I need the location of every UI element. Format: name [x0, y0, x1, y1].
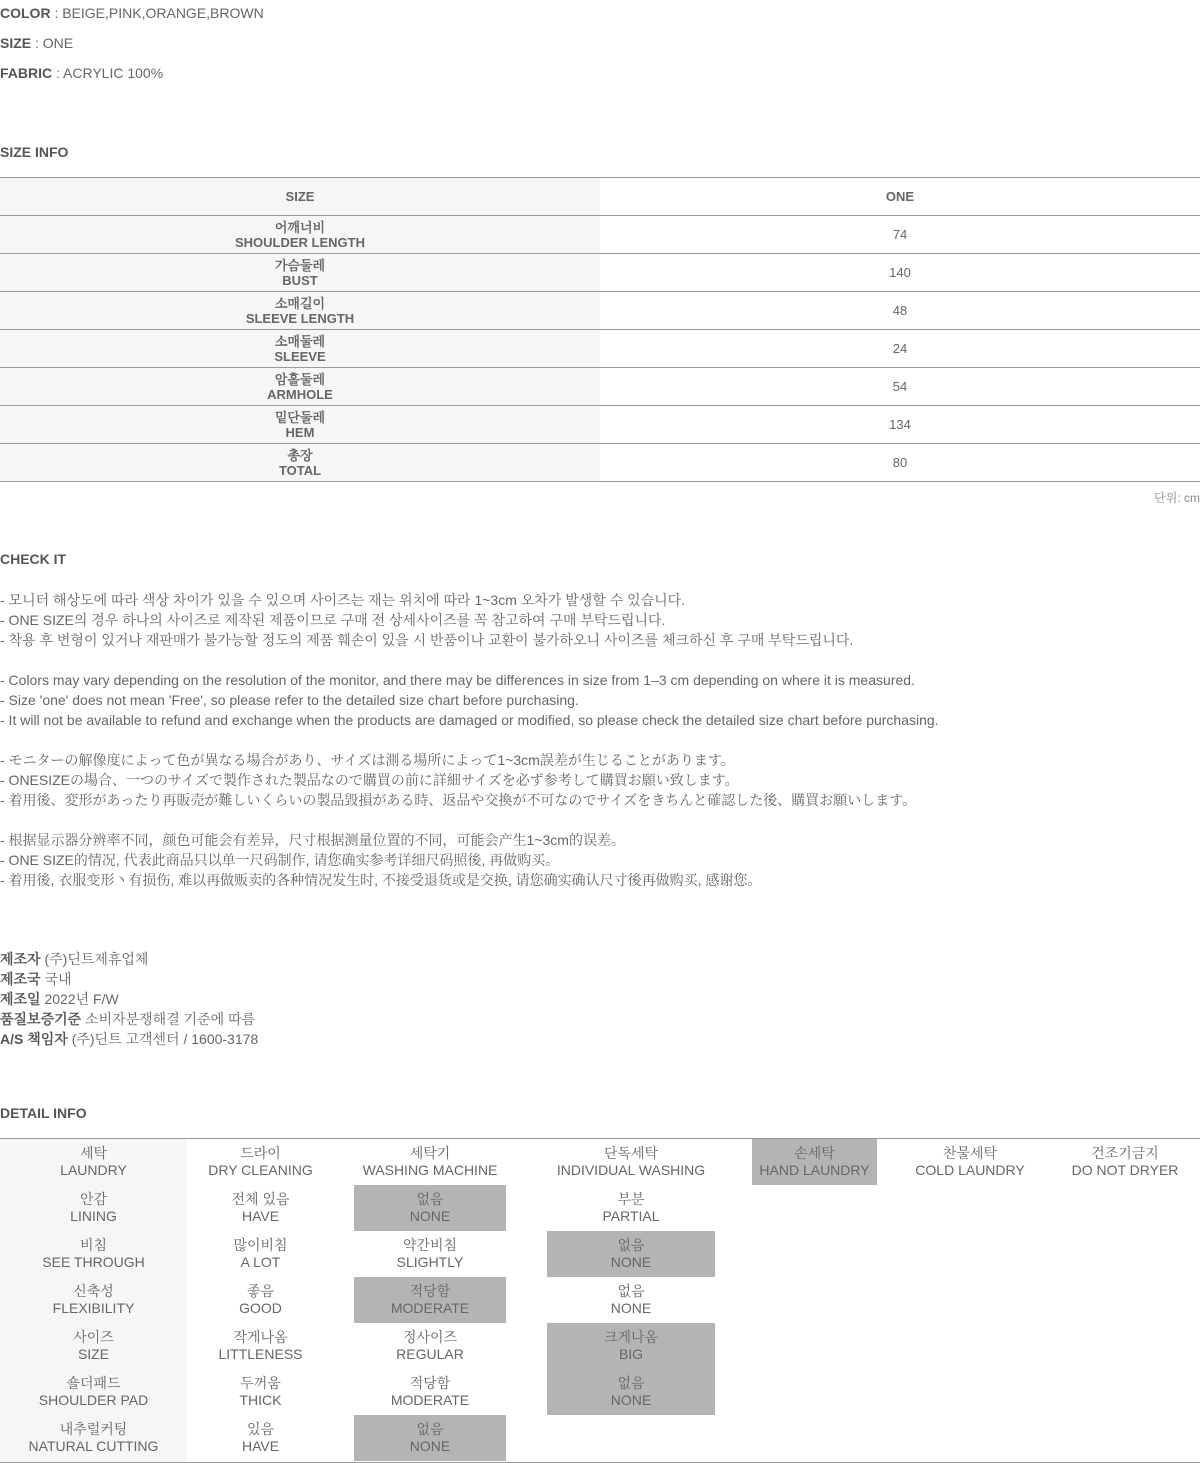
table-row	[0, 292, 1200, 330]
note-ja-1: - モニターの解像度によって色が異なる場合があり、サイズは測る場所によって1~3cm誤差が生じることがあります。	[0, 752, 735, 768]
detail-option-ko: 좋음	[246, 1283, 275, 1299]
size-row-label-en: HEM	[285, 424, 315, 440]
detail-option-en: REGULAR	[396, 1346, 464, 1362]
detail-option-en: GOOD	[239, 1300, 282, 1316]
detail-option	[354, 1369, 506, 1415]
detail-grid	[0, 1138, 1200, 1463]
country-label: 제조국	[0, 971, 41, 987]
spec-color-label: COLOR	[0, 5, 51, 21]
detail-row-label-ko: 세탁	[79, 1145, 108, 1161]
detail-option-en: PARTIAL	[602, 1208, 660, 1224]
detail-row-label-en: NATURAL CUTTING	[28, 1438, 159, 1454]
detail-option-ko: 약간비침	[402, 1237, 458, 1253]
size-row-label-ko: 총장	[287, 447, 313, 463]
as-line	[0, 1029, 258, 1049]
detail-option-ko: 부분	[617, 1191, 645, 1207]
size-row-value: 74	[892, 227, 908, 242]
size-row-label-ko: 소매둘레	[274, 333, 326, 349]
detail-row-label-ko: 내추럴커팅	[59, 1421, 128, 1437]
detail-option-en: SLIGHTLY	[396, 1254, 464, 1270]
detail-option-ko: 많이비침	[233, 1237, 288, 1253]
detail-option-en: MODERATE	[390, 1392, 470, 1408]
detail-option-selected	[547, 1323, 715, 1369]
note-ja-2: - ONESIZEの場合、一つのサイズで製作された製品なので購買の前に詳細サイズを必ず参考して購買お願い致します。	[0, 772, 739, 788]
detail-row-label-ko: 안감	[79, 1191, 108, 1207]
note-ko-1: - 모니터 해상도에 따라 색상 차이가 있을 수 있으며 사이즈는 재는 위치에 따라 1~3cm 오차가 발생할 수 있습니다.	[0, 592, 686, 608]
size-header-label: SIZE	[0, 178, 600, 215]
detail-option-selected-en: HAND LAUNDRY	[759, 1162, 870, 1178]
detail-option-en: A LOT	[240, 1254, 281, 1270]
detail-option-selected	[547, 1231, 715, 1277]
detail-option-ko: 정사이즈	[402, 1329, 458, 1345]
table-row	[0, 254, 1200, 292]
note-en-2: - Size 'one' does not mean 'Free', so please refer to the detailed size chart before purchasing.	[0, 692, 579, 708]
detail-option	[547, 1185, 715, 1231]
size-row-label-ko: 어깨너비	[274, 219, 326, 235]
detail-option-ko: 찬물세탁	[942, 1145, 998, 1161]
manufacturer-info	[0, 949, 258, 1049]
size-row-value: 80	[892, 455, 908, 470]
detail-option-ko: 있음	[246, 1421, 275, 1437]
detail-option-selected	[354, 1185, 506, 1231]
detail-option	[547, 1139, 715, 1185]
date-value: 2022년 F/W	[40, 991, 119, 1007]
detail-option-selected	[547, 1369, 715, 1415]
note-ko-3: - 착용 후 변형이 있거나 재판매가 불가능할 정도의 제품 훼손이 있을 시 반품이나 교환이 불가하오니 사이즈를 체크하신 후 구매 부탁드립니다.	[0, 632, 854, 648]
spec-fabric-label: FABRIC	[0, 65, 53, 81]
size-info-title: SIZE INFO	[0, 144, 69, 160]
warranty-line	[0, 1009, 258, 1029]
detail-option-selected-en: NONE	[409, 1208, 451, 1224]
detail-option-en: DO NOT DRYER	[1071, 1162, 1179, 1178]
detail-row-label-ko: 신축성	[73, 1283, 114, 1299]
detail-option-selected-ko: 없음	[416, 1421, 444, 1437]
detail-option-ko: 없음	[617, 1283, 645, 1299]
detail-row-label	[0, 1277, 187, 1323]
size-row-value: 48	[892, 303, 908, 318]
detail-option-selected-ko: 없음	[617, 1375, 645, 1391]
detail-info-title: DETAIL INFO	[0, 1105, 87, 1121]
detail-option	[547, 1277, 715, 1323]
detail-option-selected-ko: 손세탁	[794, 1145, 835, 1161]
as-value: (주)딘트 고객센터 / 1600-3178	[67, 1031, 259, 1047]
detail-option-selected-ko: 없음	[617, 1237, 645, 1253]
detail-row-label	[0, 1415, 187, 1461]
note-en-3: - It will not be available to refund and exchange when the products are damaged or modified, so please check the detailed size chart before purchasing.	[0, 712, 939, 728]
detail-option	[187, 1415, 334, 1461]
detail-option-selected-en: MODERATE	[390, 1300, 470, 1316]
detail-option	[187, 1323, 334, 1369]
detail-option-ko: 건조기금지	[1091, 1145, 1159, 1161]
size-row-label-en: ARMHOLE	[267, 386, 333, 402]
check-it-notes	[0, 590, 1200, 890]
detail-option-selected	[752, 1139, 877, 1185]
note-ko-2: - ONE SIZE의 경우 하나의 사이즈로 제작된 제품이므로 구매 전 상세사이즈를 꼭 참고하여 구매 부탁드립니다.	[0, 612, 666, 628]
table-row	[0, 216, 1200, 254]
detail-option	[187, 1369, 334, 1415]
detail-option-ko: 단독세탁	[603, 1145, 659, 1161]
size-row-label	[0, 216, 600, 253]
detail-option	[1050, 1139, 1200, 1185]
spec-size-label: SIZE	[0, 35, 32, 51]
size-table-header	[0, 178, 1200, 216]
detail-option-ko: 적당함	[409, 1375, 451, 1391]
manufacturer-label: 제조자	[0, 951, 41, 967]
detail-row-label	[0, 1185, 187, 1231]
detail-option-selected-ko: 적당함	[409, 1283, 451, 1299]
detail-row-label	[0, 1369, 187, 1415]
date-label: 제조일	[0, 991, 41, 1007]
size-row-label	[0, 444, 600, 481]
spec-size	[0, 34, 73, 52]
table-row	[0, 444, 1200, 482]
detail-option-en: NONE	[610, 1300, 652, 1316]
detail-row-label-ko: 비침	[79, 1237, 108, 1253]
detail-option-selected-ko: 크게나옴	[603, 1329, 659, 1345]
detail-option-en: INDIVIDUAL WASHING	[556, 1162, 706, 1178]
spec-fabric	[0, 64, 163, 82]
detail-option-ko: 전체 있음	[231, 1191, 290, 1207]
size-row-label-en: TOTAL	[278, 462, 322, 478]
detail-row-label-en: SEE THROUGH	[42, 1254, 145, 1270]
detail-option-en: WASHING MACHINE	[362, 1162, 498, 1178]
size-header-value: ONE	[885, 189, 915, 204]
detail-option-en: DRY CLEANING	[208, 1162, 313, 1178]
size-row-label-ko: 암홀둘레	[274, 371, 326, 387]
note-zh-2: - ONE SIZE的情况, 代表此商品只以单一尺码制作, 请您确实参考详细尺码照後, 再做购买。	[0, 852, 560, 868]
country-line	[0, 969, 258, 989]
as-label: A/S 책임자	[0, 1031, 68, 1047]
detail-option	[187, 1185, 334, 1231]
detail-option-en: HAVE	[241, 1208, 280, 1224]
note-zh-1: - 根据显示器分辨率不同，颜色可能会有差异，尺寸根据测量位置的不同，可能会产生1~3cm的误差。	[0, 832, 625, 848]
detail-option-selected-en: NONE	[610, 1254, 652, 1270]
warranty-value: 소비자분쟁해결 기준에 따름	[81, 1011, 256, 1027]
spec-color-value: : BEIGE,PINK,ORANGE,BROWN	[50, 5, 264, 21]
size-row-label-en: SLEEVE	[274, 348, 326, 364]
detail-option-en: LITTLENESS	[218, 1346, 303, 1362]
detail-row-label-en: LAUNDRY	[60, 1162, 127, 1178]
spec-color	[0, 4, 264, 22]
size-row-label-ko: 밑단둘레	[274, 409, 326, 425]
note-en-1: - Colors may vary depending on the resolution of the monitor, and there may be differences in size from 1–3 cm depending on where it is measured.	[0, 672, 915, 688]
detail-row-label	[0, 1231, 187, 1277]
size-row-label-en: SHOULDER LENGTH	[235, 234, 365, 250]
size-table	[0, 177, 1200, 482]
detail-row-label-en: LINING	[70, 1208, 117, 1224]
check-it-title: CHECK IT	[0, 551, 67, 567]
manufacturer-line	[0, 949, 258, 969]
size-row-label	[0, 368, 600, 405]
detail-option-selected-en: NONE	[409, 1438, 451, 1454]
detail-option-en: HAVE	[241, 1438, 280, 1454]
detail-option	[187, 1277, 334, 1323]
detail-option	[187, 1231, 334, 1277]
size-row-label	[0, 406, 600, 443]
date-line	[0, 989, 258, 1009]
detail-row-label-en: SIZE	[77, 1346, 110, 1362]
table-row	[0, 406, 1200, 444]
size-row-value: 140	[889, 265, 911, 280]
detail-option-ko: 작게나옴	[233, 1329, 288, 1345]
detail-row-label-en: SHOULDER PAD	[38, 1392, 149, 1408]
detail-option-en: THICK	[239, 1392, 282, 1408]
detail-option-ko: 드라이	[240, 1145, 281, 1161]
size-row-value: 54	[892, 379, 908, 394]
detail-option	[354, 1139, 506, 1185]
warranty-label: 품질보증기준	[0, 1011, 82, 1027]
size-row-label	[0, 292, 600, 329]
detail-row-label-en: FLEXIBILITY	[52, 1300, 135, 1316]
size-row-value: 134	[889, 417, 911, 432]
detail-row-label	[0, 1323, 187, 1369]
detail-option	[890, 1139, 1050, 1185]
country-value: 국내	[40, 971, 72, 987]
detail-option	[354, 1323, 506, 1369]
detail-option-selected-en: NONE	[610, 1392, 652, 1408]
detail-option	[354, 1231, 506, 1277]
size-row-label-en: SLEEVE LENGTH	[245, 310, 355, 326]
size-row-label-ko: 소매길이	[274, 295, 326, 311]
manufacturer-value: (주)딘트제휴업체	[40, 951, 149, 967]
detail-option-selected-ko: 없음	[416, 1191, 444, 1207]
detail-row-label-ko: 숄더패드	[66, 1375, 121, 1391]
table-row	[0, 368, 1200, 406]
size-row-label-ko: 가슴둘레	[274, 257, 326, 273]
detail-option-selected	[354, 1415, 506, 1461]
size-row-label	[0, 330, 600, 367]
note-zh-3: - 着用後, 衣服变形丶有损伤, 难以再做贩卖的各种情况发生时, 不接受退货或是交换, 请您确实确认尺寸後再做购买, 感谢您。	[0, 872, 762, 888]
detail-option-selected	[354, 1277, 506, 1323]
detail-row-label-ko: 사이즈	[73, 1329, 114, 1345]
size-row-value: 24	[892, 341, 908, 356]
detail-option-selected-en: BIG	[618, 1346, 644, 1362]
spec-fabric-value: : ACRYLIC 100%	[52, 65, 164, 81]
detail-row-label	[0, 1139, 187, 1185]
note-ja-3: - 着用後、変形があったり再販売が難しいくらいの製品毀損がある時、返品や交換が不可なのでサイズをきちんと確認した後、購買お願いします。	[0, 792, 917, 808]
detail-option-ko: 세탁기	[409, 1145, 451, 1161]
size-row-label-en: BUST	[282, 272, 318, 288]
size-row-label	[0, 254, 600, 291]
unit-note: 단위: cm	[1154, 491, 1200, 505]
detail-option-ko: 두꺼움	[240, 1375, 281, 1391]
spec-size-value: : ONE	[31, 35, 74, 51]
detail-option-en: COLD LAUNDRY	[915, 1162, 1025, 1178]
table-row	[0, 330, 1200, 368]
detail-option	[187, 1139, 334, 1185]
